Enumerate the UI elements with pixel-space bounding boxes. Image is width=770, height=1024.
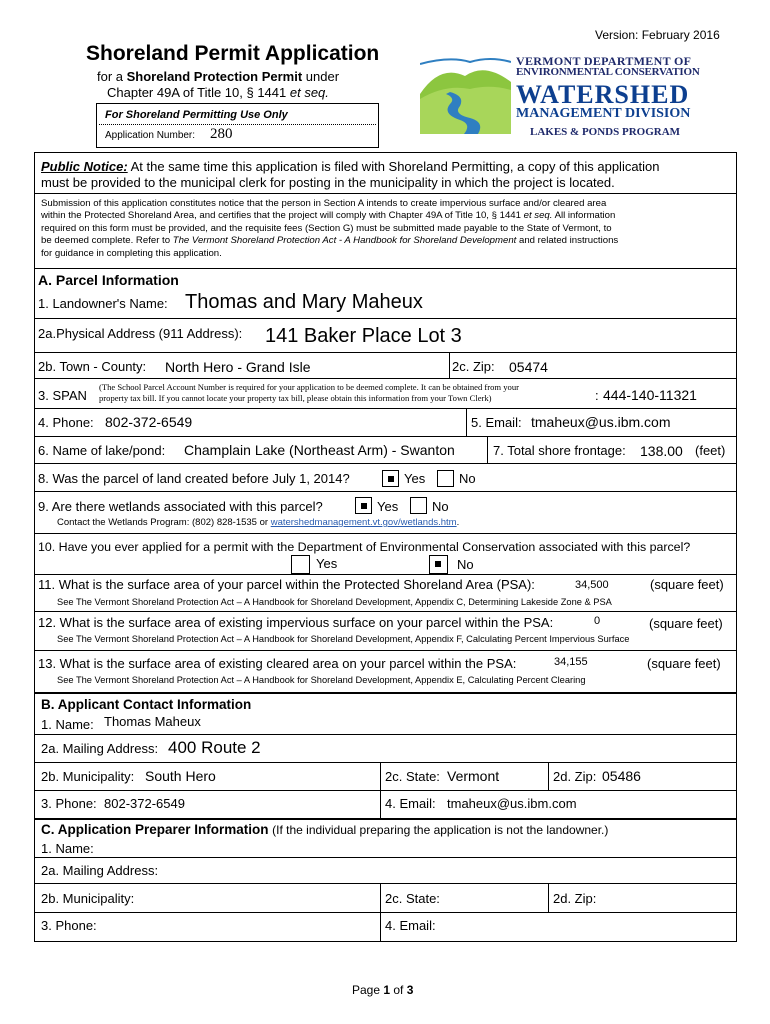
span-colon: : [595, 388, 599, 403]
page-total: 3 [406, 983, 414, 997]
divider [34, 574, 737, 575]
divider [34, 611, 737, 612]
notice-sub2-italic: et seq. [523, 210, 553, 222]
q10-yes-label: Yes [316, 556, 338, 571]
b-phone-label: 3. Phone: [41, 796, 97, 811]
b-email-label: 4. Email: [385, 796, 436, 811]
b-state-field[interactable]: Vermont [447, 768, 500, 784]
frontage-unit: (feet) [695, 443, 726, 458]
wetlands-contact-post: . [456, 517, 460, 528]
notice-text1: At the same time this application is filed with Shoreland Permitting, a copy of this application [127, 159, 660, 174]
address-label: 2a.Physical Address (911 Address): [38, 326, 243, 341]
phone-label: 4. Phone: [38, 415, 94, 430]
wetlands-contact [57, 517, 459, 528]
zip-field[interactable]: 05474 [509, 359, 548, 375]
page-title: Shoreland Permit Application [86, 42, 380, 65]
divider [34, 650, 737, 651]
b-name-label: 1. Name: [41, 717, 94, 732]
logo-line3: WATERSHED [516, 80, 690, 109]
section-divider [34, 692, 737, 694]
use-only-label: For Shoreland Permitting Use Only [105, 109, 288, 121]
section-c-note: (If the individual preparing the application is not the landowner.) [272, 823, 609, 837]
page-mid: of [390, 983, 407, 997]
section-c-heading: C. Application Preparer Information [41, 822, 269, 837]
divider [34, 378, 737, 379]
b-state-label: 2c. State: [385, 769, 440, 784]
address-field[interactable]: 141 Baker Place Lot 3 [265, 325, 462, 347]
landowner-label: 1. Landowner's Name: [38, 296, 168, 311]
q8-yes-checkbox[interactable] [382, 470, 399, 487]
b-muni-label: 2b. Municipality: [41, 769, 135, 784]
notice-sub5: for guidance in completing this application. [41, 247, 222, 259]
subtitle-line2 [107, 85, 329, 100]
watershed-logo-icon [420, 54, 511, 134]
q9-yes-label: Yes [377, 499, 399, 514]
q9-label: 9. Are there wetlands associated with this parcel? [38, 499, 323, 514]
notice-sub2-pre: within the Protected Shoreland Area, and certifies that the project will comply with Chapter 49A of Title 10, § 1441 [41, 210, 524, 222]
q9-no-label: No [432, 499, 449, 514]
divider [487, 436, 488, 463]
section-b-heading: B. Applicant Contact Information [41, 697, 252, 712]
b-mail-label: 2a. Mailing Address: [41, 741, 159, 756]
c-name-field[interactable] [104, 839, 364, 855]
wetlands-link[interactable]: watershedmanagement.vt.gov/wetlands.htm [270, 517, 457, 528]
divider [34, 734, 737, 735]
subtitle-line1 [97, 69, 339, 84]
app-number-label: Application Number: [105, 130, 196, 141]
notice-sub3: required on this form must be provided, and the requisite fees (Section G) must be submitted made payable to the State of Vermont, to [41, 222, 612, 234]
page-pre: Page [352, 983, 384, 997]
b-zip-field[interactable]: 05486 [602, 768, 641, 784]
use-only-divider [99, 124, 376, 125]
divider [34, 762, 737, 763]
q9-no-checkbox[interactable] [410, 497, 427, 514]
b-zip-label: 2d. Zip: [553, 769, 597, 784]
divider [34, 193, 737, 194]
q8-no-checkbox[interactable] [437, 470, 454, 487]
q10-no-checkbox[interactable] [429, 555, 448, 574]
q12-field[interactable]: 0 [594, 615, 601, 627]
divider [34, 318, 737, 319]
c-name-label: 1. Name: [41, 841, 94, 856]
divider [34, 912, 737, 913]
app-number-value[interactable]: 280 [210, 126, 233, 142]
q11-field[interactable]: 34,500 [575, 579, 609, 591]
c-email-field[interactable] [447, 916, 727, 932]
version-label: Version: February 2016 [595, 28, 720, 42]
section-c-heading-row [41, 822, 608, 837]
logo-line4: MANAGEMENT DIVISION [516, 106, 691, 121]
notice-sub1: Submission of this application constitutes notice that the person in Section A intends to create impervious surface and/or cleared area [41, 198, 607, 209]
q13-field[interactable]: 34,155 [554, 656, 588, 668]
divider [548, 762, 549, 790]
c-mail-label: 2a. Mailing Address: [41, 863, 159, 878]
notice-sub4-post: and related instructions [516, 235, 619, 247]
q11-note: See The Vermont Shoreland Protection Act – A Handbook for Shoreland Development, Appendix C, Determining Lakeside Zone & PSA [57, 597, 612, 607]
divider [34, 883, 737, 884]
b-phone-field[interactable]: 802-372-6549 [104, 796, 185, 811]
divider [466, 408, 467, 436]
q10-no-label: No [457, 557, 474, 572]
q12-note: See The Vermont Shoreland Protection Act – A Handbook for Shoreland Development, Appendix F, Calculating Percent Impervious Surface [57, 634, 630, 644]
c-state-label: 2c. State: [385, 891, 440, 906]
divider [449, 352, 450, 378]
subtitle-bold: Shoreland Protection Permit [126, 69, 303, 84]
b-mail-field[interactable]: 400 Route 2 [168, 738, 261, 757]
q13-unit: (square feet) [647, 656, 721, 671]
notice-line1 [41, 159, 660, 174]
frontage-label: 7. Total shore frontage: [493, 443, 626, 458]
town-label: 2b. Town - County: [38, 359, 147, 374]
frontage-field[interactable]: 138.00 [640, 443, 683, 459]
notice-subtext [41, 198, 731, 260]
landowner-field[interactable]: Thomas and Mary Maheux [185, 291, 423, 313]
c-zip-label: 2d. Zip: [553, 891, 597, 906]
notice-sub4-pre: be deemed complete. Refer to [41, 235, 173, 247]
section-a-heading: A. Parcel Information [38, 272, 179, 288]
divider [34, 533, 737, 534]
notice-label: Public Notice: [41, 159, 128, 174]
c-muni-label: 2b. Municipality: [41, 891, 135, 906]
span-note2: property tax bill. If you cannot locate your property tax bill, please obtain this information from your Town Clerk) [99, 393, 492, 403]
notice-sub2 [41, 210, 731, 222]
divider [34, 352, 737, 353]
q12-label: 12. What is the surface area of existing impervious surface on your parcel within the PSA: [38, 615, 554, 630]
q8-label: 8. Was the parcel of land created before July 1, 2014? [38, 471, 350, 486]
divider [34, 790, 737, 791]
notice-sub4-italic: The Vermont Shoreland Protection Act - A Handbook for Shoreland Development [172, 235, 517, 247]
wetlands-contact-pre: Contact the Wetlands Program: (802) 828-1535 or [57, 517, 271, 528]
zip-label: 2c. Zip: [452, 359, 495, 374]
divider [548, 883, 549, 912]
q11-label: 11. What is the surface area of your parcel within the Protected Shoreland Area (PSA): [38, 577, 535, 592]
c-phone-field[interactable] [104, 916, 364, 932]
q11-unit: (square feet) [650, 577, 724, 592]
logo-line2: ENVIRONMENTAL CONSERVATION [516, 66, 700, 78]
email-field[interactable]: tmaheux@us.ibm.com [531, 414, 671, 430]
c-state-field[interactable] [450, 889, 540, 905]
divider [34, 491, 737, 492]
phone-field[interactable]: 802-372-6549 [105, 414, 193, 430]
c-phone-label: 3. Phone: [41, 918, 97, 933]
divider [34, 436, 737, 437]
span-note [99, 382, 597, 404]
c-muni-field[interactable] [150, 889, 370, 905]
notice-sub4 [41, 235, 731, 247]
q8-no-label: No [459, 471, 476, 486]
logo-line1: VERMONT DEPARTMENT OF [516, 54, 692, 68]
c-email-label: 4. Email: [385, 918, 436, 933]
email-label: 5. Email: [471, 415, 522, 430]
q10-yes-checkbox[interactable] [291, 555, 310, 574]
q13-label: 13. What is the surface area of existing cleared area on your parcel within the PSA: [38, 656, 517, 671]
divider [34, 857, 737, 858]
subtitle-pre: for a [97, 69, 127, 84]
subtitle-line2-pre: Chapter 49A of Title 10, § 1441 [107, 85, 290, 100]
subtitle-line2-italic: et seq. [289, 85, 329, 100]
divider [34, 268, 737, 269]
span-field[interactable]: 444-140-11321 [603, 387, 697, 403]
divider [34, 408, 737, 409]
q8-yes-label: Yes [404, 471, 426, 486]
span-note1: (The School Parcel Account Number is required for your application to be deemed complete. It can be obtained from your [99, 382, 519, 392]
notice-sub2-post: All information [552, 210, 616, 222]
divider [34, 463, 737, 464]
b-name-field[interactable]: Thomas Maheux [104, 714, 201, 729]
notice-line2: must be provided to the municipal clerk for posting in the municipality in which the project is located. [41, 175, 615, 190]
page-num: 1 [383, 983, 391, 997]
c-zip-field[interactable] [605, 889, 725, 905]
lake-label: 6. Name of lake/pond: [38, 443, 166, 458]
b-email-field[interactable]: tmaheux@us.ibm.com [447, 796, 577, 811]
subtitle-post: under [302, 69, 340, 84]
section-divider [34, 818, 737, 820]
span-label: 3. SPAN [38, 388, 87, 403]
q10-label: 10. Have you ever applied for a permit with the Department of Environmental Conservation associated with this parcel? [38, 540, 691, 554]
b-muni-field[interactable]: South Hero [145, 768, 216, 784]
q12-unit: (square feet) [649, 616, 723, 631]
page-indicator [352, 983, 413, 997]
logo-line5: LAKES & PONDS PROGRAM [530, 126, 681, 138]
c-mail-field[interactable] [170, 861, 470, 877]
town-field[interactable]: North Hero - Grand Isle [165, 359, 311, 375]
q9-yes-checkbox[interactable] [355, 497, 372, 514]
q13-note: See The Vermont Shoreland Protection Act – A Handbook for Shoreland Development, Appendix E, Calculating Percent Clearing [57, 675, 586, 685]
lake-field[interactable]: Champlain Lake (Northeast Arm) - Swanton [184, 442, 455, 458]
